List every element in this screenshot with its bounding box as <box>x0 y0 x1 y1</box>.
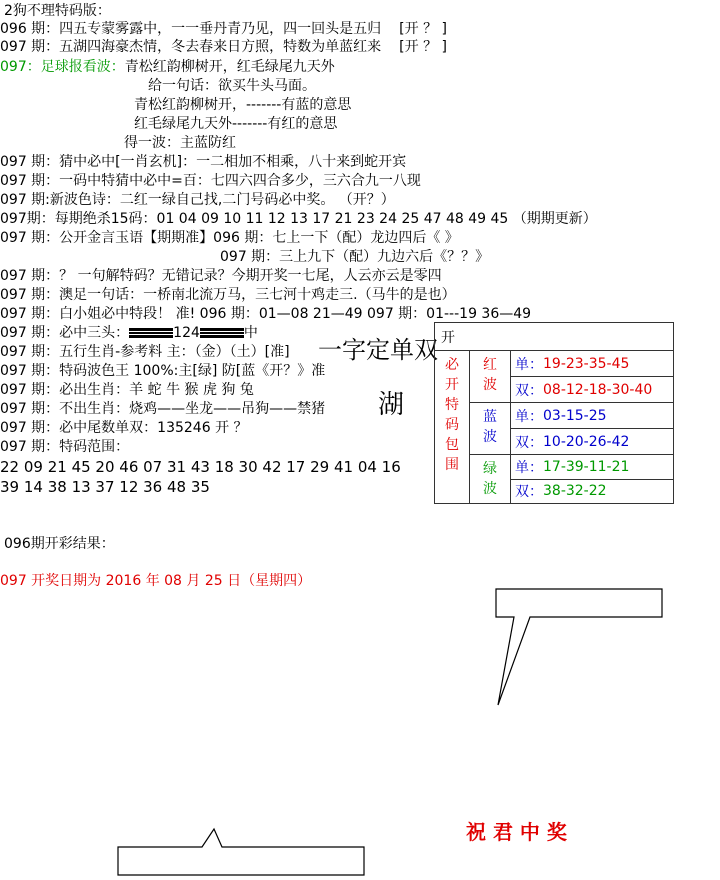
table-side: 必开特码包围 <box>435 351 470 504</box>
red-double-label: 双： <box>511 377 544 403</box>
table-green-wave: 绿波 <box>470 455 511 504</box>
row-one-code: 097 期：一码中特猜中必中=百：七四六四合多少，三六合九一八现 <box>0 173 421 189</box>
bars-right <box>200 328 244 338</box>
row-wave-king: 097 期：特码波色王 100%:主[绿] 防[蓝《开？》准 <box>0 363 326 379</box>
green-double: 38-32-22 <box>543 479 674 504</box>
row-must-zodiac: 097 期：必出生肖：羊 蛇 牛 猴 虎 狗 兔 <box>0 382 254 398</box>
football-l1: 青松红韵柳树开，-------有蓝的意思 <box>134 97 352 113</box>
red-single-label: 单： <box>511 351 544 377</box>
row-five-elements: 097 期：五行生肖-参考料 主：（金）（土）[准] <box>0 344 290 360</box>
wish-text: 祝 君 中 奖 <box>466 820 567 844</box>
football-l3: 得一波：主蓝防红 <box>124 135 236 151</box>
page-title: 2狗不理特码版： <box>4 3 111 19</box>
red-double: 08-12-18-30-40 <box>543 377 674 403</box>
blue-double: 10-20-26-42 <box>543 429 674 455</box>
green-single: 17-39-11-21 <box>543 455 674 480</box>
blue-double-label: 双： <box>511 429 544 455</box>
row-tail: 097 期：必中尾数单双：135246 开 ？ <box>0 420 248 436</box>
green-single-label: 单： <box>511 455 544 480</box>
row-guess: 097 期：猜中必中[一肖玄机]：一二相加不相乘，八十来到蛇开宾 <box>0 154 407 170</box>
row-aus: 097 期：澳足一句话：一桥南北流万马，三七河十鸡走三.（马牛的是也） <box>0 287 456 303</box>
blue-single: 03-15-25 <box>543 403 674 429</box>
bars-left <box>129 328 173 338</box>
wave-table <box>434 322 674 504</box>
green-double-label: 双： <box>511 479 544 504</box>
blue-single-label: 单： <box>511 403 544 429</box>
range-numbers-2: 39 14 38 13 37 12 36 48 35 <box>0 478 210 496</box>
red-single: 19-23-35-45 <box>543 351 674 377</box>
row-golden: 097 期：公开金言玉语【期期准】096 期：七上一下（配）龙边四后《 》 <box>0 230 459 246</box>
row-three-heads: 097 期：必中三头： 124 中 <box>0 325 258 341</box>
line-097: 097 期：五湖四海豪杰情，冬去春来日方照，特数为单蓝红来 [开 ？ ] <box>0 39 447 55</box>
callout-top <box>490 585 670 725</box>
row-wave-poem: 097 期:新波色诗：二红一绿自己找,二门号码必中奖。 （开？） <box>0 192 395 208</box>
range-numbers-1: 22 09 21 45 20 46 07 31 43 18 30 42 17 29 41 04 16 <box>0 458 401 476</box>
row-white: 097 期：白小姐必中特段！ 准! 096 期：01—08 21—49 097 期：01---19 36—49 <box>0 306 532 322</box>
football-l2: 红毛绿尾九天外-------有红的意思 <box>134 116 338 132</box>
football-line: 097：足球报看波：青松红韵柳树开，红毛绿尾九天外 <box>0 59 335 75</box>
draw-date: 097 开奖日期为 2016 年 08 月 25 日（星期四） <box>0 573 312 589</box>
row-riddle: 097 期：？ 一句解特码？无错记录？今期开奖一七尾，人云亦云是零四 <box>0 268 442 284</box>
row-kill: 097期：每期绝杀15码：01 04 09 10 11 12 13 17 21 23 24 25 47 48 49 45 （期期更新） <box>0 211 597 227</box>
football-give: 给一句话：欲买牛头马面。 <box>148 78 316 94</box>
line-096: 096 期：四五专蒙雾露中，一一垂丹青乃见，四一回头是五归 [开 ？ ] <box>0 21 447 37</box>
table-red-wave: 红波 <box>470 351 511 403</box>
big-headline-2: 湖 <box>378 390 405 420</box>
row-golden-2: 097 期：三上九下（配）九边六后《？？》 <box>220 249 490 265</box>
callout-bottom <box>110 825 370 880</box>
table-blue-wave: 蓝波 <box>470 403 511 455</box>
big-headline: 一字定单双 <box>318 336 438 364</box>
result-heading: 096期开彩结果： <box>4 536 115 552</box>
row-range-label: 097 期：特码范围： <box>0 439 130 455</box>
row-not-zodiac: 097 期：不出生肖：烧鸡——坐龙——吊狗——禁猪 <box>0 401 326 417</box>
table-open: 开 <box>435 323 674 351</box>
